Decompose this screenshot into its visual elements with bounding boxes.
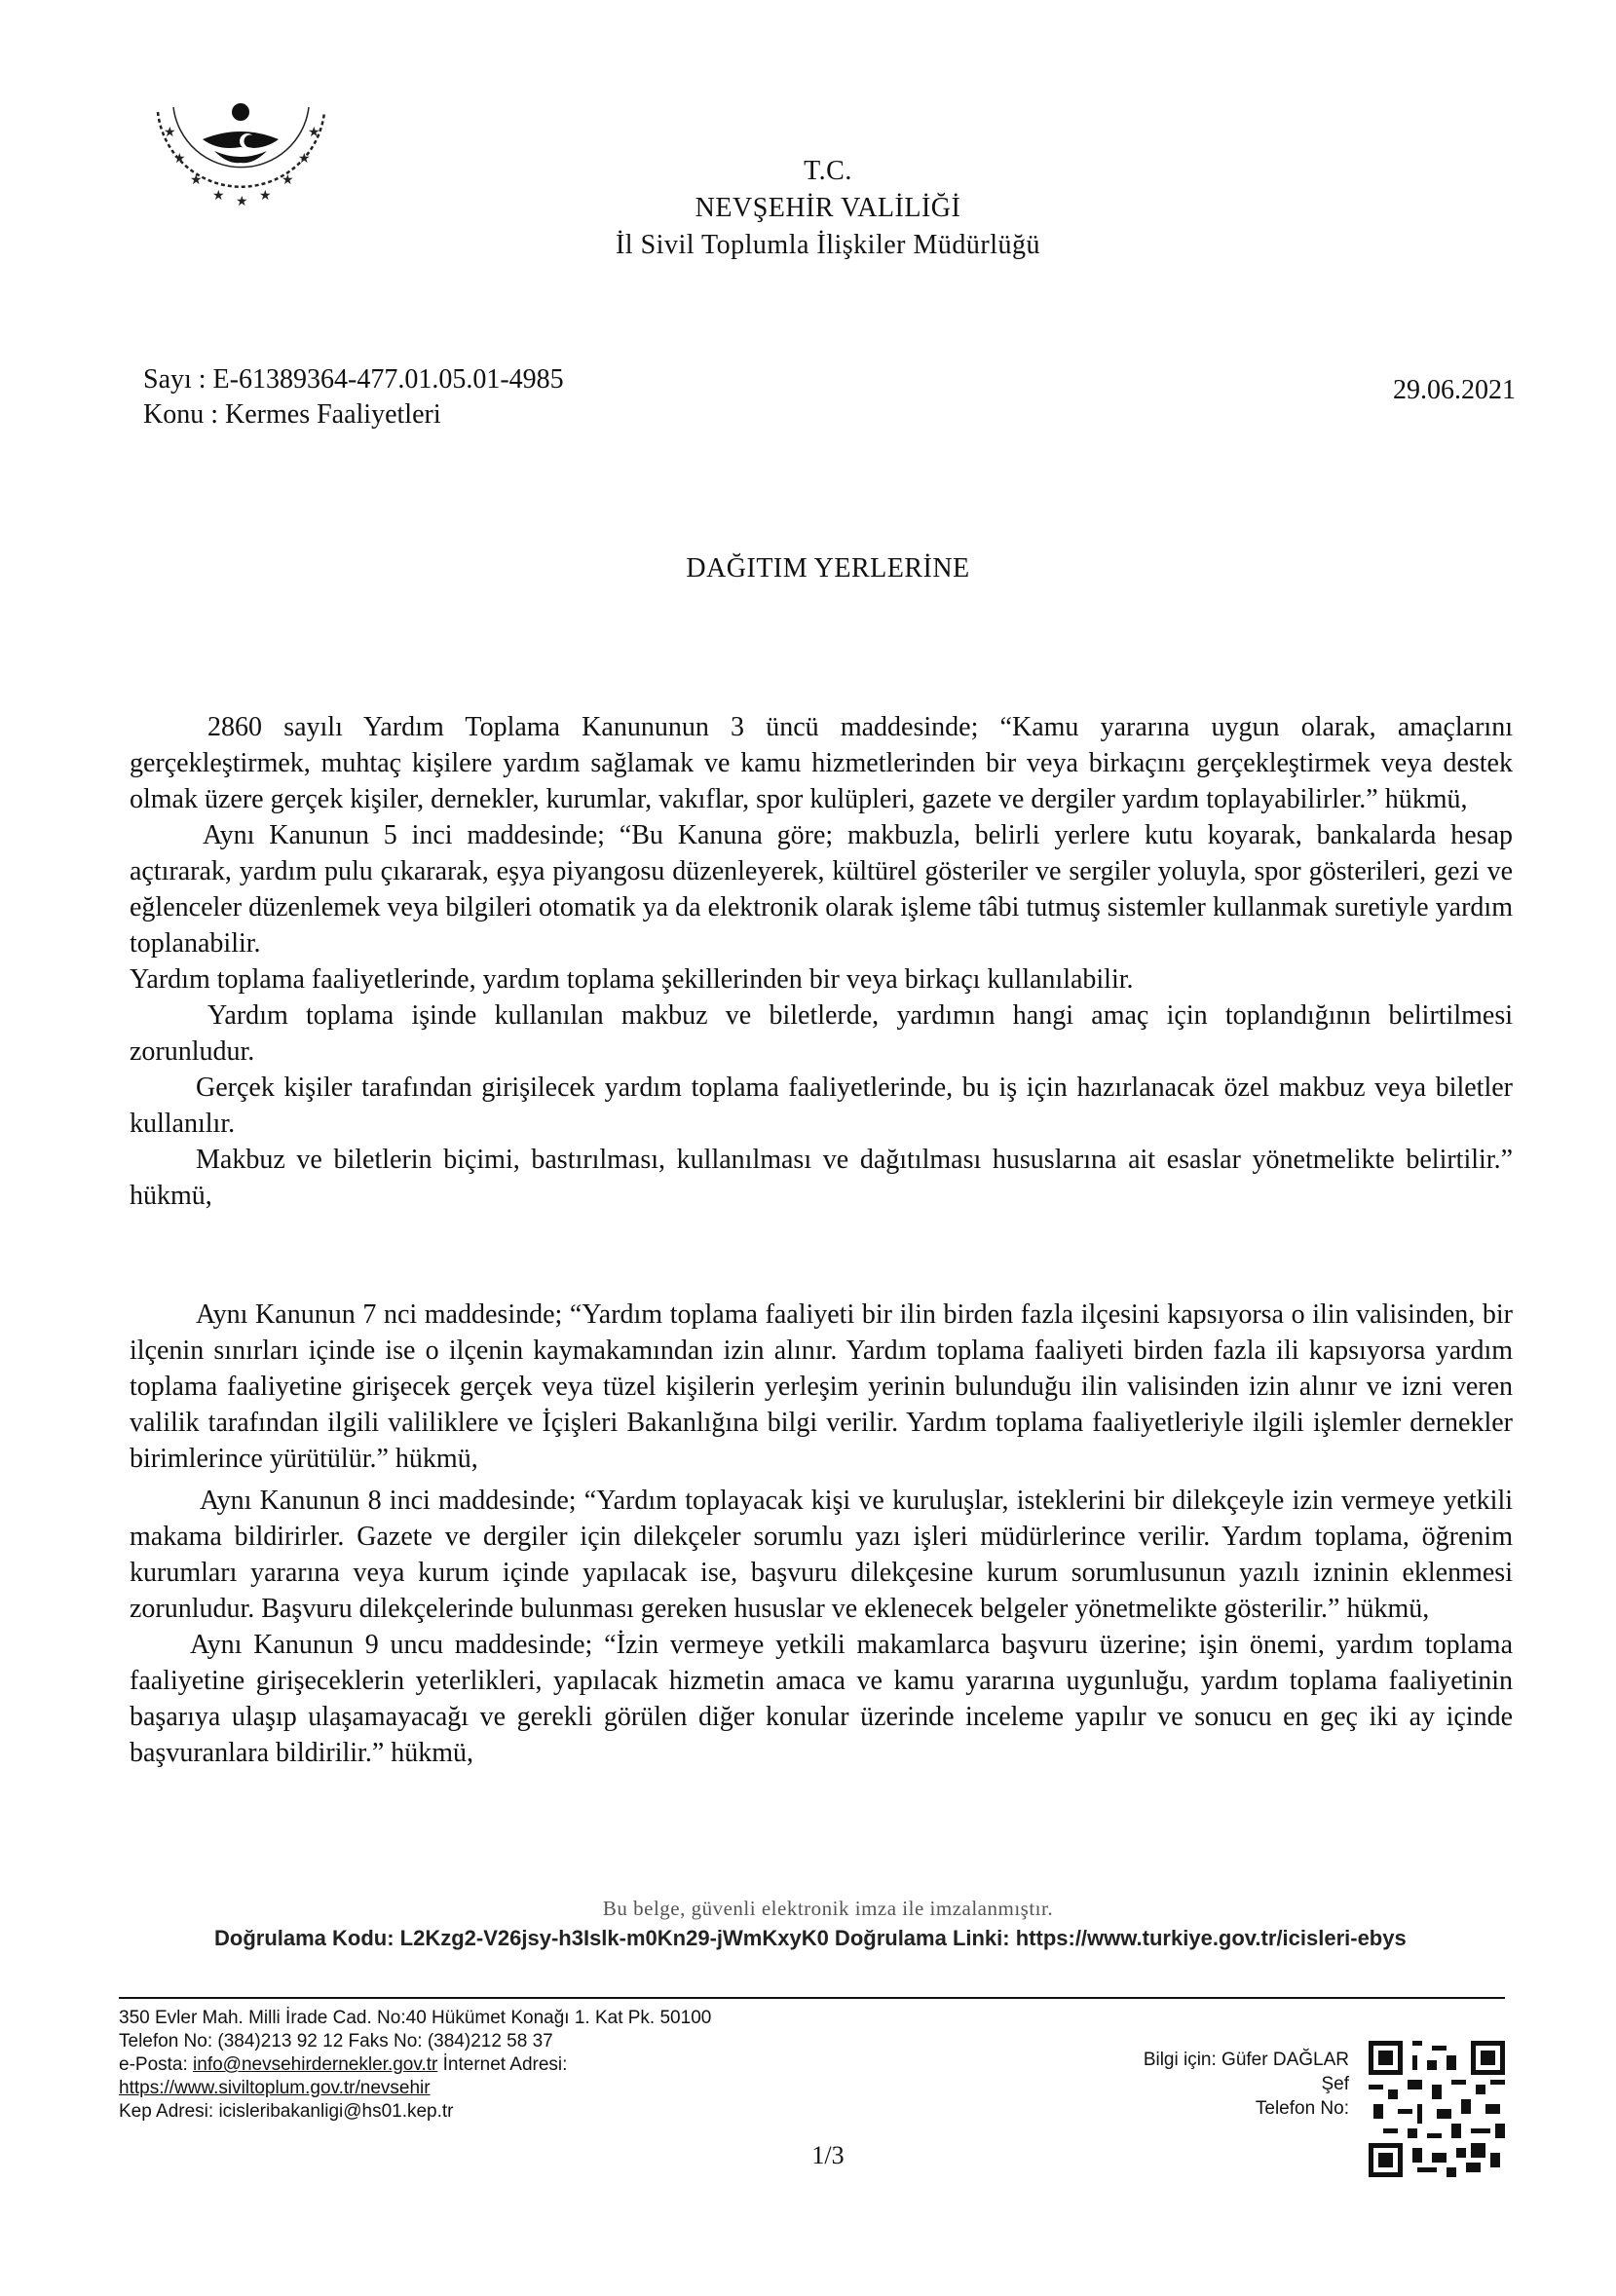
svg-text:★: ★	[190, 172, 203, 188]
footer-divider	[119, 1997, 1505, 1999]
svg-text:★: ★	[164, 125, 176, 140]
footer-kep: Kep Adresi: icisleribakanligi@hs01.kep.tr	[119, 2101, 454, 2122]
paragraph-article-9: Aynı Kanunun 9 uncu maddesinde; “İzin vermeye yetkili makamlarca başvuru üzerine; işin önemi, yardım toplama faaliyetine girişeceklerin yeterlikleri, yapılacak hizmetin amaca ve kamu yararına uygunluğu, yardım toplama faaliyetinin başarıya ulaşıp ulaşamayacağı ve gerekli görülen diğer konular üzerinde inceleme yapılır ve sonucu en geç iki ay içinde başvuranlara bildirilir.” hükmü,	[130, 1630, 1513, 1768]
footer-email-link[interactable]: info@nevsehirdernekler.gov.tr	[193, 2054, 438, 2075]
header-department: İl Sivil Toplumla İlişkiler Müdürlüğü	[615, 230, 1040, 260]
recipient-heading: DAĞITIM YERLERİNE	[686, 553, 970, 583]
body-block-1	[130, 709, 1513, 1214]
sayi-label: Sayı	[143, 364, 192, 395]
sayi-value: : E-61389364-477.01.05.01-4985	[198, 364, 564, 395]
header-institution: NEVŞEHİR VALİLİĞİ	[695, 193, 961, 223]
konu-value: : Kermes Faaliyetleri	[210, 399, 441, 430]
footer-phone: Telefon No: (384)213 92 12 Faks No: (384)212 58 37	[119, 2031, 553, 2051]
footer-address: 350 Evler Mah. Milli İrade Cad. No:40 Hükümet Konağı 1. Kat Pk. 50100	[119, 2008, 712, 2028]
svg-text:★: ★	[236, 194, 248, 209]
paragraph-article-3: 2860 sayılı Yardım Toplama Kanununun 3 üncü maddesinde; “Kamu yararına uygun olarak, amaçlarını gerçekleştirmek, muhtaç kişilere yardım sağlamak ve kamu hizmetlerinden bir veya birkaçını gerçekleştirmek veya destek olmak üzere gerçek kişiler, dernekler, kurumlar, vakıflar, spor kulüpleri, gazete ve dergiler yardım toplayabilirler.” hükmü,	[130, 712, 1513, 814]
konu-label: Konu	[143, 399, 205, 430]
footer-web-link[interactable]: https://www.siviltoplum.gov.tr/nevsehir	[119, 2078, 431, 2098]
header-tc: T.C.	[804, 156, 852, 186]
svg-text:★: ★	[282, 172, 294, 188]
paragraph-collection-methods: Yardım toplama faaliyetlerinde, yardım toplama şekillerinden bir veya birkaçı kullanılabilir.	[130, 964, 1134, 995]
paragraph-receipt-forms: Makbuz ve biletlerin biçimi, bastırılması, kullanılması ve dağıtılması hususlarına ait esaslar yönetmelikte belirtilir.” hükmü,	[130, 1145, 1513, 1211]
sayi-row	[143, 364, 564, 395]
footer-email-row	[119, 2053, 711, 2077]
footer-contact	[119, 2007, 711, 2124]
paragraph-article-8: Aynı Kanunun 8 inci maddesinde; “Yardım toplayacak kişi ve kuruluşlar, isteklerini bir dilekçeyle izin vermeye yetkili makama bildirirler. Gazete ve dergiler için dilekçeler sorumlu yazı işleri müdürlerince verilir. Yardım toplama, öğrenim kurumları yararına veya kurum içinde yapılacak ise, başvuru dilekçesine kurum sorumlusunun yazılı izninin eklenmesi zorunludur. Başvuru dilekçelerinde bulunması gereken hususlar ve eklenecek belgeler yönetmelikte gösterilir.” hükmü,	[130, 1486, 1513, 1624]
konu-row	[143, 399, 441, 431]
e-signature-note: Bu belge, güvenli elektronik imza ile imzalanmıştır.	[602, 1897, 1054, 1920]
svg-text:★: ★	[308, 125, 320, 140]
paragraph-article-5: Aynı Kanunun 5 inci maddesinde; “Bu Kanuna göre; makbuzla, belirli yerlere kutu koyarak, bankalarda hesap açtırarak, yardım pulu çıkararak, eşya piyangosu düzenleyerek, kültürel gösteriler ve sergiler yoluyla, spor gösterileri, gezi ve eğlenceler düzenlemek veya bilgileri otomatik ya da elektronik olarak işleme tâbi tutmuş sistemler kullanmak suretiyle yardım toplanabilir.	[130, 820, 1513, 959]
document-date: 29.06.2021	[1393, 375, 1516, 405]
footer-email-label: e-Posta:	[119, 2054, 188, 2075]
svg-text:★: ★	[212, 188, 225, 204]
footer-web-label: İnternet Adresi:	[442, 2054, 568, 2075]
svg-text:★: ★	[173, 151, 186, 167]
body-block-2	[130, 1297, 1513, 1771]
paragraph-real-persons: Gerçek kişiler tarafından girişilecek yardım toplama faaliyetlerinde, bu iş için hazırlanacak özel makbuz veya biletler kullanılır.	[130, 1073, 1513, 1139]
contact-title: Şef	[1321, 2074, 1349, 2094]
contact-info	[1052, 2048, 1349, 2121]
svg-text:★: ★	[298, 151, 311, 167]
paragraph-article-7: Aynı Kanunun 7 nci maddesinde; “Yardım toplama faaliyeti bir ilin birden fazla ilçesini kapsıyorsa o ilin valisinden, bir ilçenin sınırları içinde ise o ilçenin kaymakamından izin alınır. Yardım toplama faaliyeti birden fazla ili kapsıyorsa yardım toplama faaliyetine girişecek gerçek veya tüzel kişilerin yerleşim yerinin bulunduğu ilin valisinden izin alınır ve izni veren valilik tarafından ilgili valiliklere ve İçişleri Bakanlığına bilgi verilir. Yardım toplama faaliyetleriyle ilgili işlemler dernekler birimlerince yürütülür.” hükmü,	[130, 1299, 1513, 1474]
paragraph-receipts-purpose: Yardım toplama işinde kullanılan makbuz ve biletlerde, yardımın hangi amaç için toplandığının belirtilmesi zorunludur.	[130, 1000, 1513, 1067]
svg-text:★: ★	[259, 188, 272, 204]
page-number: 1/3	[811, 2141, 845, 2169]
verification-code: Doğrulama Kodu: L2Kzg2-V26jsy-h3Islk-m0Kn29-jWmKxyK0 Doğrulama Linki: https://www.turkiye.gov.tr/icisleri-ebys	[214, 1926, 1407, 1950]
contact-phone-label: Telefon No:	[1255, 2098, 1349, 2119]
contact-person: Bilgi için: Güfer DAĞLAR	[1143, 2050, 1349, 2070]
